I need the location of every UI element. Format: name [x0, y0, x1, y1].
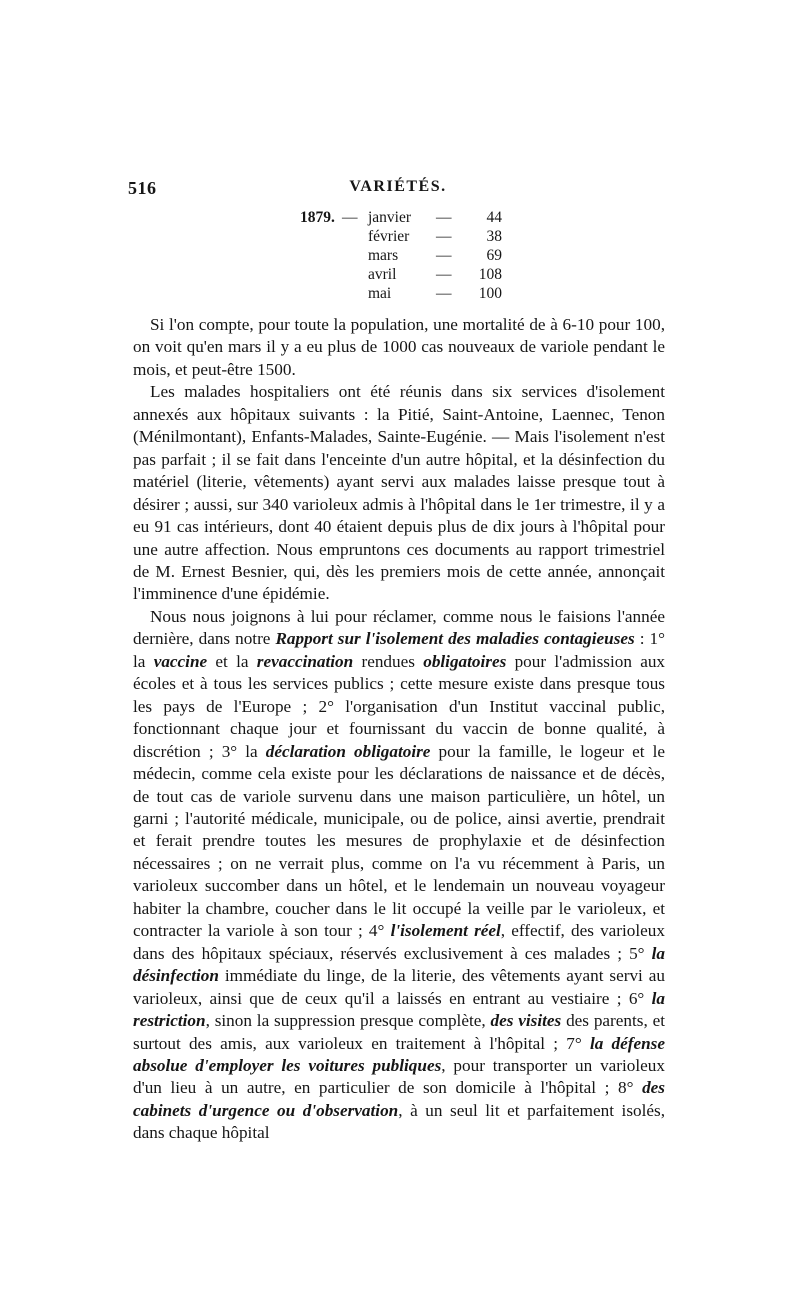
italic-revaccination: revaccination — [256, 651, 354, 671]
month-value: 100 — [478, 285, 502, 302]
italic-desinfection: la désinfection — [133, 943, 665, 986]
table-row — [300, 284, 540, 303]
month-value: 69 — [486, 247, 502, 264]
table-year: 1879. — [300, 209, 335, 226]
month-label: avril — [368, 266, 397, 283]
text-run: Nous nous joignons à lui pour réclamer, comme nous le faisions l'année dernière, dans notre — [133, 606, 665, 649]
italic-declaration: déclaration obligatoire — [265, 741, 431, 761]
body-text — [133, 314, 665, 1145]
dash: — — [342, 209, 358, 226]
table-row — [300, 208, 540, 227]
paragraph-recommendations — [133, 606, 665, 1145]
dash: — — [436, 266, 452, 283]
page-header — [128, 178, 668, 202]
dash: — — [436, 285, 452, 302]
running-head: VARIÉTÉS. — [349, 178, 447, 195]
month-label: mars — [368, 247, 399, 264]
italic-obligatoires: obligatoires — [423, 651, 507, 671]
text-run: : 1° la — [133, 629, 665, 671]
month-value: 108 — [478, 266, 502, 283]
italic-vaccine: vaccine — [153, 651, 208, 671]
paragraph-hospital-isolation: Les malades hospitaliers ont été réunis dans six services d'isolement annexés aux hôpitaux suivants : la Pitié, Saint-Antoine, Laennec, Tenon (Ménilmontant), Enfants-Malades, Sainte-Eugénie. — Mais l'isolement n'est pas parfait ; il se fait dans l'enceinte d'un autre hôpital, et la désinfection du matériel (literie, vêtements) ayant servi aux malades laisse presque tout à désirer ; aussi, sur 340 varioleux admis à l'hôpital dans le 1er trimestre, il y a eu 91 cas intérieurs, dont 40 étaient depuis plus de dix jours à l'hôpital pour une autre affection. Nous empruntons ces documents au rapport trimestriel de M. Ernest Besnier, qui, dès les premiers mois de cette année, annonçait l'imminence d'une épidémie. — [133, 382, 665, 604]
text-run: pour l'admission aux écoles et à tous les services publics ; cette mesure existe dans presque tous les pays de l'Europe ; 2° l'organisation d'un Institut vaccinal public, fonctionnant chaque jour et fournissant du vaccin de bonne qualité, à discrétion ; 3° la — [133, 651, 666, 761]
italic-defense: la défense absolue d'employer les voitures publiques — [133, 1033, 665, 1075]
table-row — [300, 246, 540, 265]
text-run: , pour transporter un varioleux d'un lieu à un autre, en particulier de son domicile à l'hôpital ; 8° — [133, 1055, 665, 1098]
text-run: des parents, et surtout des amis, aux varioleux en traitement à l'hôpital ; 7° — [133, 1011, 665, 1053]
table-row — [300, 227, 540, 246]
text-run: et la — [207, 651, 257, 671]
month-value: 44 — [486, 209, 502, 226]
monthly-cases-table — [300, 208, 540, 303]
text-run: , sinon la suppression presque complète, — [205, 1011, 491, 1031]
month-label: février — [368, 228, 410, 245]
italic-restriction: la restriction — [133, 988, 665, 1031]
text-run: pour la famille, le logeur et le médecin, comme cela existe pour les déclarations de naissance et de décès, de tout cas de variole survenu dans une maison particulière, un hôtel, un garni ; l'autorité médicale, municipale, ou de police, ainsi avertie, prendrait et ferait prendre toutes les mesures de prophylaxie et de désinfection nécessaires ; on ne verrait plus, comme on l'a vu récemment à Paris, un varioleux succomber dans un hôtel, et le lendemain un nouveau voyageur habiter la chambre, coucher dans le lit occupé la veille par le varioleux, et contracter la variole à son tour ; 4° — [133, 741, 665, 941]
month-value: 38 — [486, 228, 502, 245]
text-run: immédiate du linge, de la literie, des vêtements ayant servi au varioleux, ainsi que de ceux qu'il a laissés en entrant au vestiaire ; 6° — [133, 966, 665, 1008]
paragraph-mortality: Si l'on compte, pour toute la population, une mortalité de à 6-10 pour 100, on voit qu'en mars il y a eu plus de 1000 cas nouveaux de variole pendant le mois, et peut-être 1500. — [133, 315, 665, 379]
italic-visites: des visites — [490, 1011, 562, 1031]
table-row — [300, 265, 540, 284]
page-number: 516 — [128, 178, 157, 198]
dash: — — [436, 247, 452, 264]
text-run: rendues — [353, 651, 424, 671]
dash: — — [436, 209, 452, 226]
italic-report-title: Rapport sur l'isolement des maladies contagieuses — [275, 629, 635, 649]
text-run: , à un seul lit et parfaitement isolés, dans chaque hôpital — [133, 1100, 665, 1143]
month-label: janvier — [368, 209, 412, 226]
month-label: mai — [368, 285, 392, 302]
text-run: , effectif, des varioleux dans des hôpitaux spéciaux, réservés exclusivement à ces malades ; 5° — [133, 921, 665, 963]
italic-isolement: l'isolement réel — [390, 921, 501, 941]
italic-cabinets: des cabinets d'urgence ou d'observation — [133, 1078, 665, 1120]
dash: — — [436, 228, 452, 245]
